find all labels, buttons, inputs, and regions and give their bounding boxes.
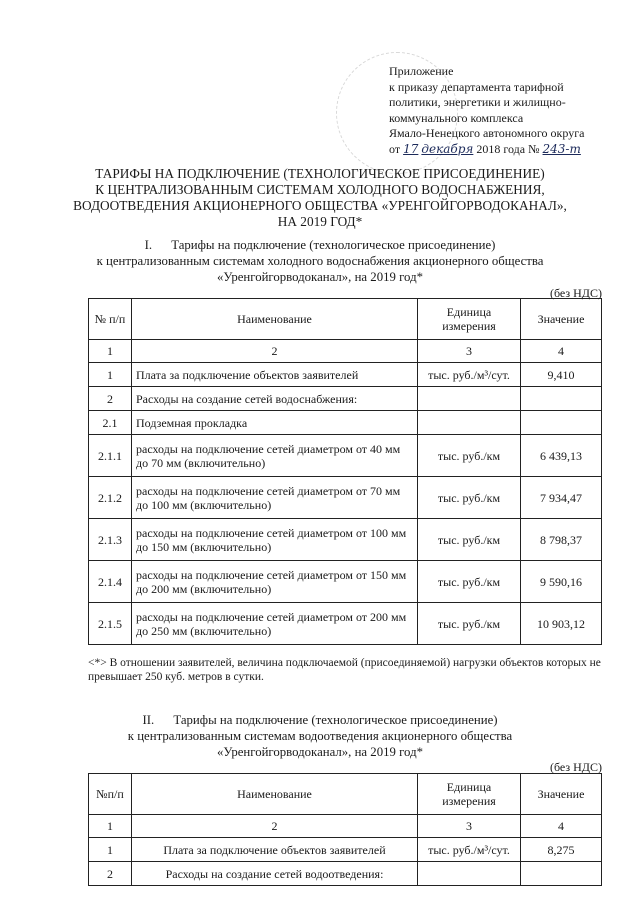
row-value: 7 934,47 [521, 477, 602, 519]
row-name: расходы на подключение сетей диаметром от 200 мм до 250 мм (включительно) [132, 603, 418, 645]
table-row [89, 862, 602, 886]
section1-title [0, 237, 640, 285]
appendix-line: коммунального комплекса [389, 110, 524, 125]
section-title-line: к централизованным системам холодного водоснабжения акционерного общества [96, 254, 544, 268]
header-no: № п/п [89, 299, 132, 340]
table-row [89, 561, 602, 603]
index-cell: 1 [89, 340, 132, 363]
footnote: <*> В отношении заявителей, величина подключаемой (присоединяемой) нагрузки объектов которых не превышает 250 куб. метров в сутки. [88, 657, 601, 683]
appendix-line: к приказу департамента тарифной [389, 79, 564, 94]
tariff-table-water-supply [88, 298, 602, 645]
section-title-line: I. Тарифы на подключение (технологическое присоединение) [144, 238, 496, 252]
row-no: 2.1.2 [89, 477, 132, 519]
row-value: 8 798,37 [521, 519, 602, 561]
order-number: 243-т [542, 141, 581, 156]
row-value: 10 903,12 [521, 603, 602, 645]
title-line: ТАРИФЫ НА ПОДКЛЮЧЕНИЕ (ТЕХНОЛОГИЧЕСКОЕ ПРИСОЕДИНЕНИЕ) [95, 166, 545, 181]
row-name: Расходы на создание сетей водоснабжения: [132, 387, 418, 411]
row-unit: тыс. руб./км [418, 519, 521, 561]
row-name: Плата за подключение объектов заявителей [132, 363, 418, 387]
row-unit [418, 387, 521, 411]
index-cell: 2 [132, 340, 418, 363]
table-row [89, 387, 602, 411]
appendix-date-line [389, 142, 584, 158]
index-cell: 1 [89, 815, 132, 838]
row-no: 2 [89, 862, 132, 886]
index-cell: 4 [521, 815, 602, 838]
row-unit: тыс. руб./км [418, 561, 521, 603]
row-unit: тыс. руб./км [418, 603, 521, 645]
row-no: 2.1.1 [89, 435, 132, 477]
tariff-table-wastewater [88, 773, 602, 886]
section-title-line: «Уренгойгорводоканал», на 2019 год* [217, 270, 423, 284]
document-title [0, 166, 640, 230]
index-cell: 2 [132, 815, 418, 838]
row-name: Плата за подключение объектов заявителей [132, 838, 418, 862]
row-no: 1 [89, 838, 132, 862]
row-name: расходы на подключение сетей диаметром от 40 мм до 70 мм (включительно) [132, 435, 418, 477]
row-no: 2.1 [89, 411, 132, 435]
appendix-line: Ямало-Ненецкого автономного округа [389, 126, 585, 140]
row-value: 8,275 [521, 838, 602, 862]
row-unit: тыс. руб./м³/сут. [418, 363, 521, 387]
table-row [89, 838, 602, 862]
table-header-row [89, 299, 602, 340]
date-prefix: от [389, 141, 401, 156]
row-no: 2.1.3 [89, 519, 132, 561]
row-name: расходы на подключение сетей диаметром от 70 мм до 100 мм (включительно) [132, 477, 418, 519]
section2-title [0, 712, 640, 760]
header-value: Значение [521, 299, 602, 340]
row-no: 1 [89, 363, 132, 387]
date-year: 2018 года № [476, 141, 540, 156]
table-row [89, 519, 602, 561]
table-index-row [89, 340, 602, 363]
header-unit: Единица измерения [418, 774, 521, 815]
row-no: 2 [89, 387, 132, 411]
row-value [521, 411, 602, 435]
table-row [89, 603, 602, 645]
table-row [89, 477, 602, 519]
row-value: 6 439,13 [521, 435, 602, 477]
header-name: Наименование [132, 774, 418, 815]
index-cell: 4 [521, 340, 602, 363]
appendix-block [389, 64, 584, 157]
appendix-line: политики, энергетики и жилищно- [389, 95, 566, 109]
header-unit: Единица измерения [418, 299, 521, 340]
index-cell: 3 [418, 815, 521, 838]
section-title-line: к централизованным системам водоотведения акционерного общества [127, 729, 513, 743]
row-value: 9,410 [521, 363, 602, 387]
header-name: Наименование [132, 299, 418, 340]
row-value [521, 387, 602, 411]
row-unit [418, 411, 521, 435]
row-unit [418, 862, 521, 886]
section-title-line: II. Тарифы на подключение (технологическое присоединение) [142, 713, 498, 727]
title-line: НА 2019 ГОД* [277, 214, 363, 229]
index-cell: 3 [418, 340, 521, 363]
section-title-line: «Уренгойгорводоканал», на 2019 год* [217, 745, 423, 759]
row-value [521, 862, 602, 886]
date-month: декабря [421, 141, 474, 156]
title-line: ВОДООТВЕДЕНИЯ АКЦИОНЕРНОГО ОБЩЕСТВА «УРЕНГОЙГОРВОДОКАНАЛ», [73, 198, 567, 213]
table-index-row [89, 815, 602, 838]
row-unit: тыс. руб./м³/сут. [418, 838, 521, 862]
header-value: Значение [521, 774, 602, 815]
vat-note: (без НДС) [549, 760, 602, 774]
row-name: расходы на подключение сетей диаметром от 100 мм до 150 мм (включительно) [132, 519, 418, 561]
row-no: 2.1.5 [89, 603, 132, 645]
title-line: К ЦЕНТРАЛИЗОВАННЫМ СИСТЕМАМ ХОЛОДНОГО ВОДОСНАБЖЕНИЯ, [95, 182, 545, 197]
date-day: 17 [403, 141, 419, 156]
appendix-line: Приложение [389, 64, 454, 78]
header-no: №п/п [89, 774, 132, 815]
table-row [89, 363, 602, 387]
row-unit: тыс. руб./км [418, 435, 521, 477]
row-name: Расходы на создание сетей водоотведения: [132, 862, 418, 886]
row-unit: тыс. руб./км [418, 477, 521, 519]
row-no: 2.1.4 [89, 561, 132, 603]
row-name: Подземная прокладка [132, 411, 418, 435]
row-name: расходы на подключение сетей диаметром от 150 мм до 200 мм (включительно) [132, 561, 418, 603]
table-header-row [89, 774, 602, 815]
vat-note: (без НДС) [549, 286, 602, 300]
row-value: 9 590,16 [521, 561, 602, 603]
table-row [89, 411, 602, 435]
table-row [89, 435, 602, 477]
